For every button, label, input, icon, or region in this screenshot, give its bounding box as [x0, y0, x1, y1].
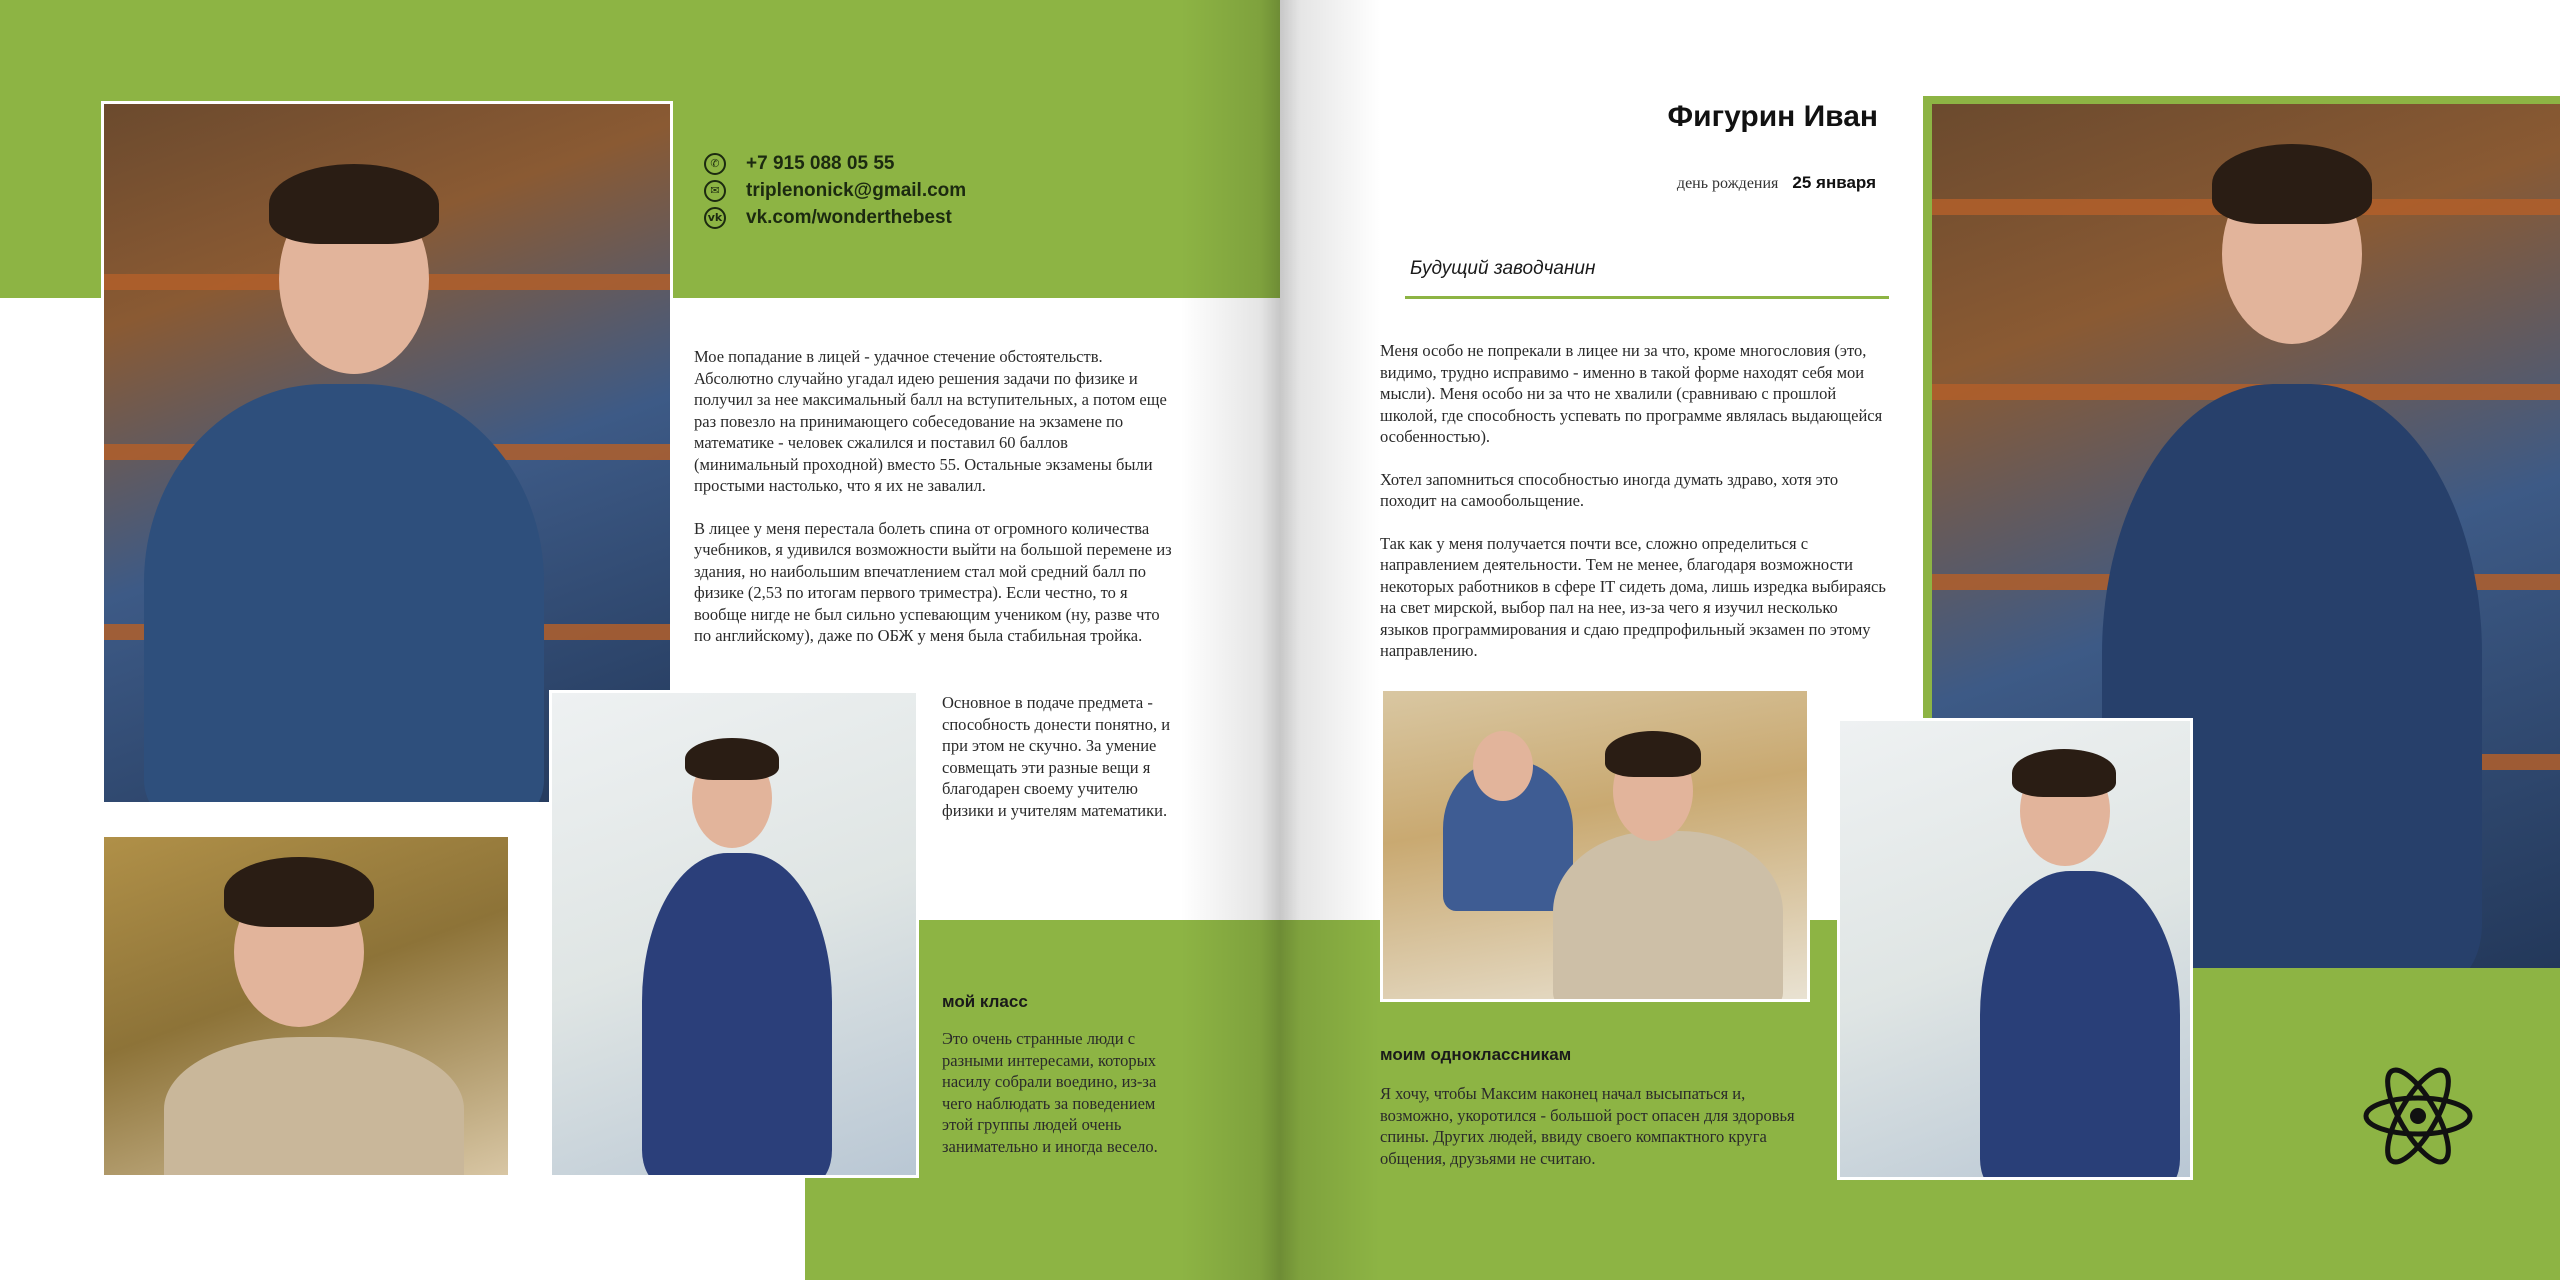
contact-phone[interactable]: [704, 150, 966, 177]
mail-icon: ✉: [704, 180, 726, 202]
phone-text: +7 915 088 05 55: [746, 152, 895, 174]
contact-block: [704, 150, 966, 231]
my-class-heading: мой класс: [942, 992, 1028, 1011]
left-paragraph-3-block: [942, 692, 1174, 842]
subtitle: Будущий заводчанин: [1410, 258, 1596, 279]
birthday-label: день рождения: [1676, 175, 1779, 192]
vk-icon: vk: [704, 207, 726, 229]
right-paragraph-3: Так как у меня получается почти все, сложно определиться с направлением деятельности. Тем не менее, благодаря возможности некоторых работников в сфере IT сидеть дома, лишь изредка выбираясь на свет мирской, выбор пал на нее, из-за чего я изучил несколько языков программирования и сдаю предпрофильный экзамен по этому направлению.: [1380, 533, 1886, 660]
left-paragraph-3: Основное в подаче предмета - способность донести понятно, и при этом не скучно. За умение совмещать эти разные вещи я благодарен своему учителю физики и учителям математики.: [942, 693, 1171, 820]
birthday-value: 25 января: [1792, 173, 1876, 192]
right-paragraph-1: Меня особо не попрекали в лицее ни за что, кроме многословия (это, видимо, трудно исправимо - именно в такой форме находят себя мои мысли). Меня особо ни за что не хвалили (сравниваю с прошлой школой, где способность успевать по программе являлась выдающейся особенностью).: [1380, 341, 1883, 446]
email-text: triplenonick@gmail.com: [746, 179, 967, 201]
classmates-text: Я хочу, чтобы Максим наконец начал высыпаться и, возможно, укоротился - большой рост опасен для здоровья спины. Других людей, ввиду своего компактного круга общения, друзьями не считаю.: [1380, 1084, 1795, 1168]
right-page: [1280, 0, 2560, 1280]
vk-text: vk.com/wonderthebest: [746, 206, 952, 228]
photo-classroom: [1380, 688, 1810, 1002]
photo-at-whiteboard: [549, 690, 919, 1178]
left-body-text: [694, 346, 1174, 668]
my-class-section: [942, 992, 1174, 1157]
classmates-heading: моим одноклассникам: [1380, 1045, 1572, 1064]
subtitle-rule: [1405, 296, 1889, 299]
contact-vk[interactable]: [704, 204, 966, 231]
photo-writing-on-board: [1837, 718, 2193, 1180]
right-paragraph-2: Хотел запомниться способностью иногда думать здраво, хотя это походит на самообольщение.: [1380, 469, 1839, 510]
contact-email[interactable]: [704, 177, 966, 204]
atom-icon: [2360, 1058, 2476, 1174]
left-paragraph-1: Мое попадание в лицей - удачное стечение обстоятельств. Абсолютно случайно угадал идею решения задачи по физике и получил за нее максимальный балл на вступительных, а потом еще раз повезло на принимающего собеседование на экзамене по математике - человек сжалился и поставил 60 баллов (минимальный проходной) вместо 55. Остальные экзамены были простыми настолько, что я их не завалил.: [694, 347, 1167, 495]
student-name: Фигурин Иван: [1667, 100, 1878, 133]
right-body-text: [1380, 340, 1890, 683]
classmates-section: [1380, 1045, 1810, 1169]
phone-icon: ✆: [704, 153, 726, 175]
photo-thinking: [101, 834, 511, 1178]
birthday-row: [1677, 173, 1876, 193]
my-class-text: Это очень странные люди с разными интересами, которых насилу собрали воедино, из-за чего наблюдать за поведением этой группы людей очень занимательно и иногда весело.: [942, 1029, 1158, 1156]
left-paragraph-2: В лицее у меня перестала болеть спина от огромного количества учебников, я удивился возможности выйти на большой перемене из здания, но наибольшим впечатлением стал мой средний балл по физике (2,53 по итогам первого триместра). Если честно, то я вообще нигде не был сильно успевающим учеником (ну, разве что по английскому), даже по ОБЖ у меня была стабильная тройка.: [694, 518, 1172, 645]
